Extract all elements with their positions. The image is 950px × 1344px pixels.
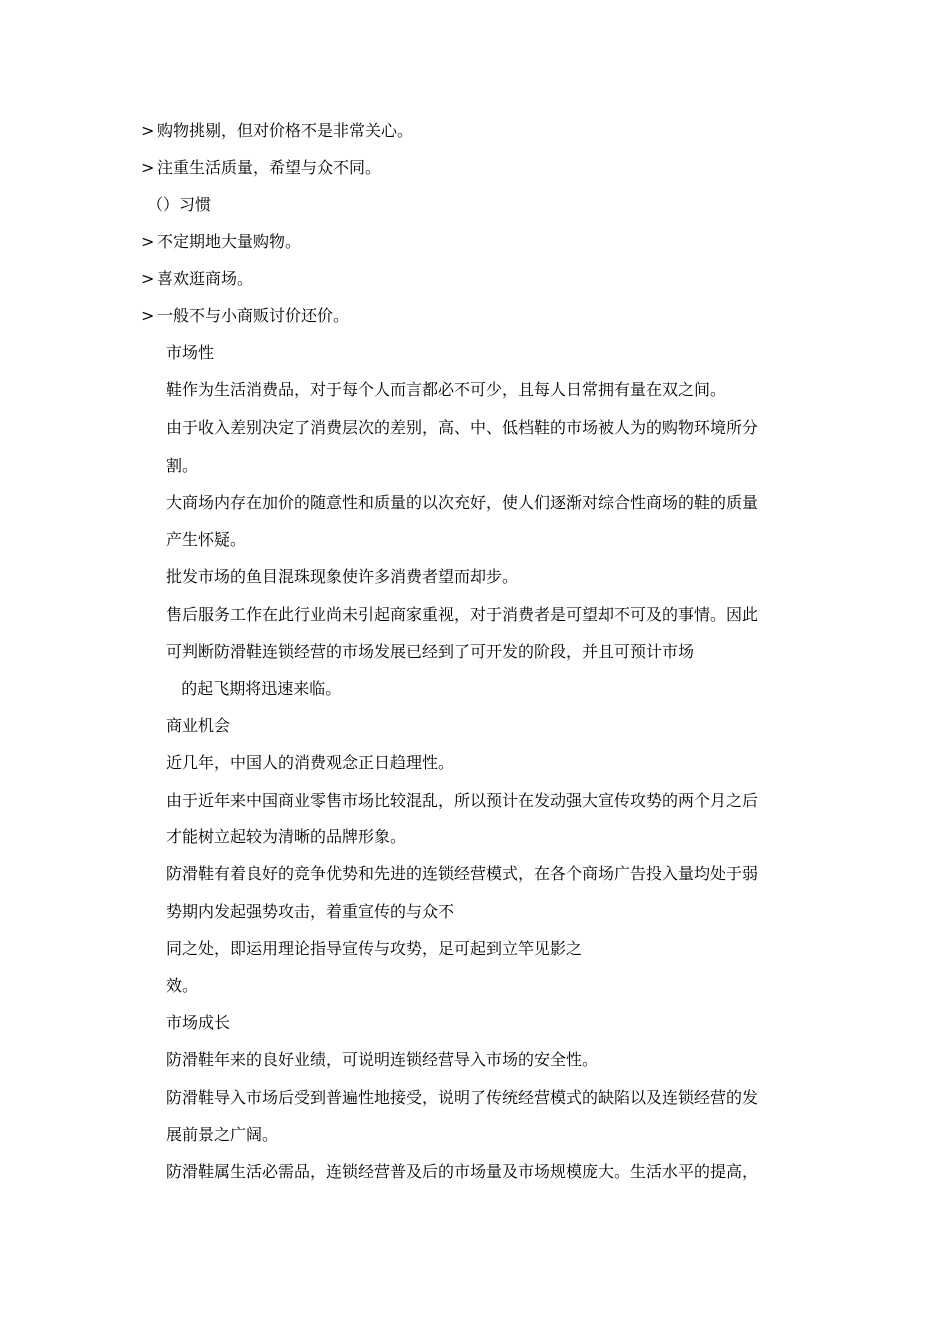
paragraph-line: 势期内发起强势攻击，着重宣传的与众不 — [166, 902, 455, 921]
paragraph-line: 防滑鞋年来的良好业绩，可说明连锁经营导入市场的安全性。 — [166, 1050, 599, 1069]
habit-heading: （）习惯 — [147, 195, 212, 214]
paragraph-line: 防滑鞋有着良好的竞争优势和先进的连锁经营模式，在各个商场广告投入量均处于弱 — [166, 864, 759, 883]
bullet-text: 喜欢逛商场。 — [157, 269, 254, 288]
paragraph-line: 近几年，中国人的消费观念正日趋理性。 — [166, 753, 455, 772]
paragraph-line: 由于收入差别决定了消费层次的差别，高、中、低档鞋的市场被人为的购物环境所分 — [166, 418, 759, 437]
bullet-item — [141, 121, 413, 141]
bullet-text: 一般不与小商贩讨价还价。 — [157, 306, 350, 325]
section-heading-opportunity: 商业机会 — [166, 716, 231, 735]
bullet-text: 购物挑剔，但对价格不是非常关心。 — [157, 121, 414, 140]
paragraph-line: 批发市场的鱼目混珠现象使许多消费者望而却步。 — [166, 567, 519, 586]
section-heading-growth: 市场成长 — [166, 1013, 231, 1032]
paragraph-line: 大商场内存在加价的随意性和质量的以次充好，使人们逐渐对综合性商场的鞋的质量 — [166, 493, 759, 512]
bullet-text: 不定期地大量购物。 — [157, 232, 302, 251]
bullet-marker: > — [141, 269, 155, 288]
paragraph-line: 的起飞期将迅速来临。 — [166, 679, 342, 698]
paragraph-line: 同之处，即运用理论指导宣传与攻势，足可起到立竿见影之 — [166, 939, 583, 958]
paragraph-line: 产生怀疑。 — [166, 530, 247, 549]
paragraph-line: 防滑鞋导入市场后受到普遍性地接受，说明了传统经营模式的缺陷以及连锁经营的发 — [166, 1088, 759, 1107]
bullet-item — [141, 232, 301, 252]
paragraph-line: 鞋作为生活消费品，对于每个人而言都必不可少，且每人日常拥有量在双之间。 — [166, 380, 727, 399]
paragraph-line: 展前景之广阔。 — [166, 1125, 279, 1144]
bullet-item — [141, 158, 381, 178]
paragraph-line: 由于近年来中国商业零售市场比较混乱，所以预计在发动强大宣传攻势的两个月之后 — [166, 791, 759, 810]
bullet-marker: > — [141, 158, 155, 177]
paragraph-line: 售后服务工作在此行业尚未引起商家重视，对于消费者是可望却不可及的事情。因此 — [166, 605, 759, 624]
section-heading-market: 市场性 — [166, 343, 215, 362]
bullet-marker: > — [141, 306, 155, 325]
bullet-item — [141, 269, 253, 289]
paragraph-line: 效。 — [166, 976, 199, 995]
paragraph-line: 可判断防滑鞋连锁经营的市场发展已经到了可开发的阶段，并且可预计市场 — [166, 642, 695, 661]
paragraph-line: 防滑鞋属生活必需品，连锁经营普及后的市场量及市场规模庞大。生活水平的提高， — [166, 1162, 759, 1181]
bullet-text: 注重生活质量，希望与众不同。 — [157, 158, 382, 177]
bullet-marker: > — [141, 232, 155, 251]
paragraph-line: 割。 — [166, 456, 199, 475]
bullet-item — [141, 306, 349, 326]
bullet-marker: > — [141, 121, 155, 140]
paragraph-line: 才能树立起较为清晰的品牌形象。 — [166, 827, 407, 846]
